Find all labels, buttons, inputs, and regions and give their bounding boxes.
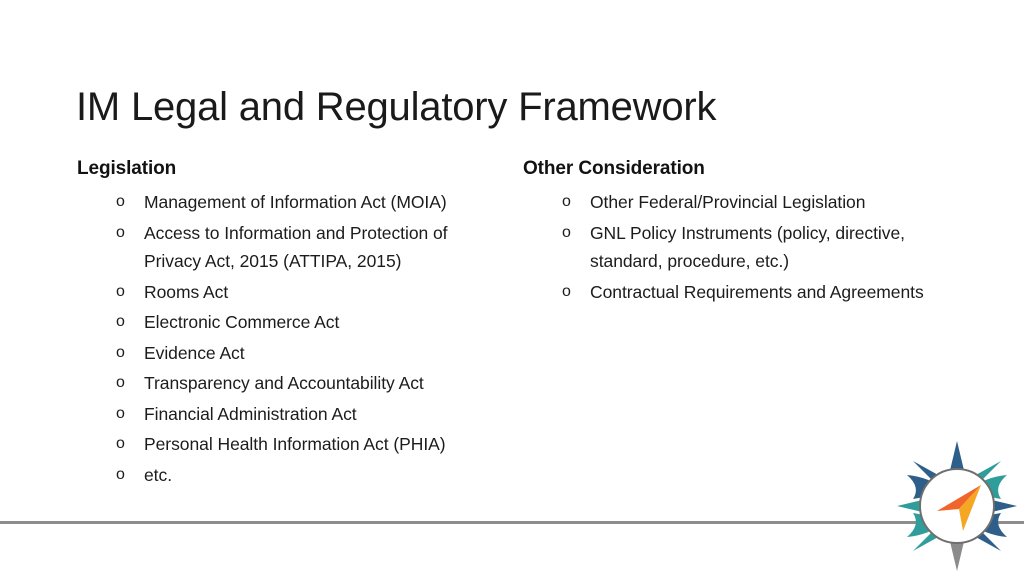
list-item-label: Financial Administration Act xyxy=(144,403,357,424)
footer-divider xyxy=(0,521,1024,524)
list-item-label: Management of Information Act (MOIA) xyxy=(144,192,447,212)
bullet-marker-icon: o xyxy=(562,282,571,300)
list-item-label: Evidence Act xyxy=(144,342,245,363)
column-heading-legislation: Legislation xyxy=(77,158,177,179)
list-item-label: etc. xyxy=(144,464,173,485)
list-item xyxy=(70,369,500,398)
list-item xyxy=(516,188,956,217)
list-item xyxy=(516,278,956,307)
column-other-consideration xyxy=(516,156,956,308)
list-item xyxy=(70,188,500,217)
bullet-marker-icon: o xyxy=(562,223,571,241)
list-item xyxy=(70,339,500,368)
list-item xyxy=(70,219,500,276)
list-item-label: Other Federal/Provincial Legislation xyxy=(590,192,866,212)
bullet-marker-icon: o xyxy=(116,435,125,452)
bullet-marker-icon: o xyxy=(116,223,125,241)
list-item xyxy=(70,400,500,429)
bullet-marker-icon: o xyxy=(116,465,125,483)
bullet-marker-icon: o xyxy=(116,282,125,300)
list-item xyxy=(70,461,500,490)
list-item-label: Contractual Requirements and Agreements xyxy=(590,281,924,302)
bullet-marker-icon: o xyxy=(116,343,125,361)
bullet-marker-icon: o xyxy=(562,193,571,210)
column-heading-other-consideration: Other Consideration xyxy=(523,158,705,179)
list-item xyxy=(70,308,500,337)
column-legislation xyxy=(70,156,500,491)
list-item xyxy=(70,430,500,459)
list-item-label: Electronic Commerce Act xyxy=(144,312,340,332)
list-item-label: Access to Information and Protection of Privacy Act, 2015 (ATTIPA, 2015) xyxy=(144,222,448,271)
list-item xyxy=(70,278,500,307)
list-item-label: GNL Policy Instruments (policy, directive, standard, procedure, etc.) xyxy=(590,222,905,271)
bullet-list-legislation xyxy=(70,188,500,489)
list-item-label: Transparency and Accountability Act xyxy=(144,373,424,393)
bullet-marker-icon: o xyxy=(116,193,125,210)
compass-rose-logo xyxy=(893,437,1021,576)
bullet-marker-icon: o xyxy=(116,374,125,391)
page-title: IM Legal and Regulatory Framework xyxy=(76,84,717,129)
bullet-marker-icon: o xyxy=(116,404,125,422)
bullet-marker-icon: o xyxy=(116,313,125,330)
list-item-label: Personal Health Information Act (PHIA) xyxy=(144,434,446,454)
list-item xyxy=(516,219,956,276)
list-item-label: Rooms Act xyxy=(144,281,229,302)
bullet-list-other-consideration xyxy=(516,188,956,306)
